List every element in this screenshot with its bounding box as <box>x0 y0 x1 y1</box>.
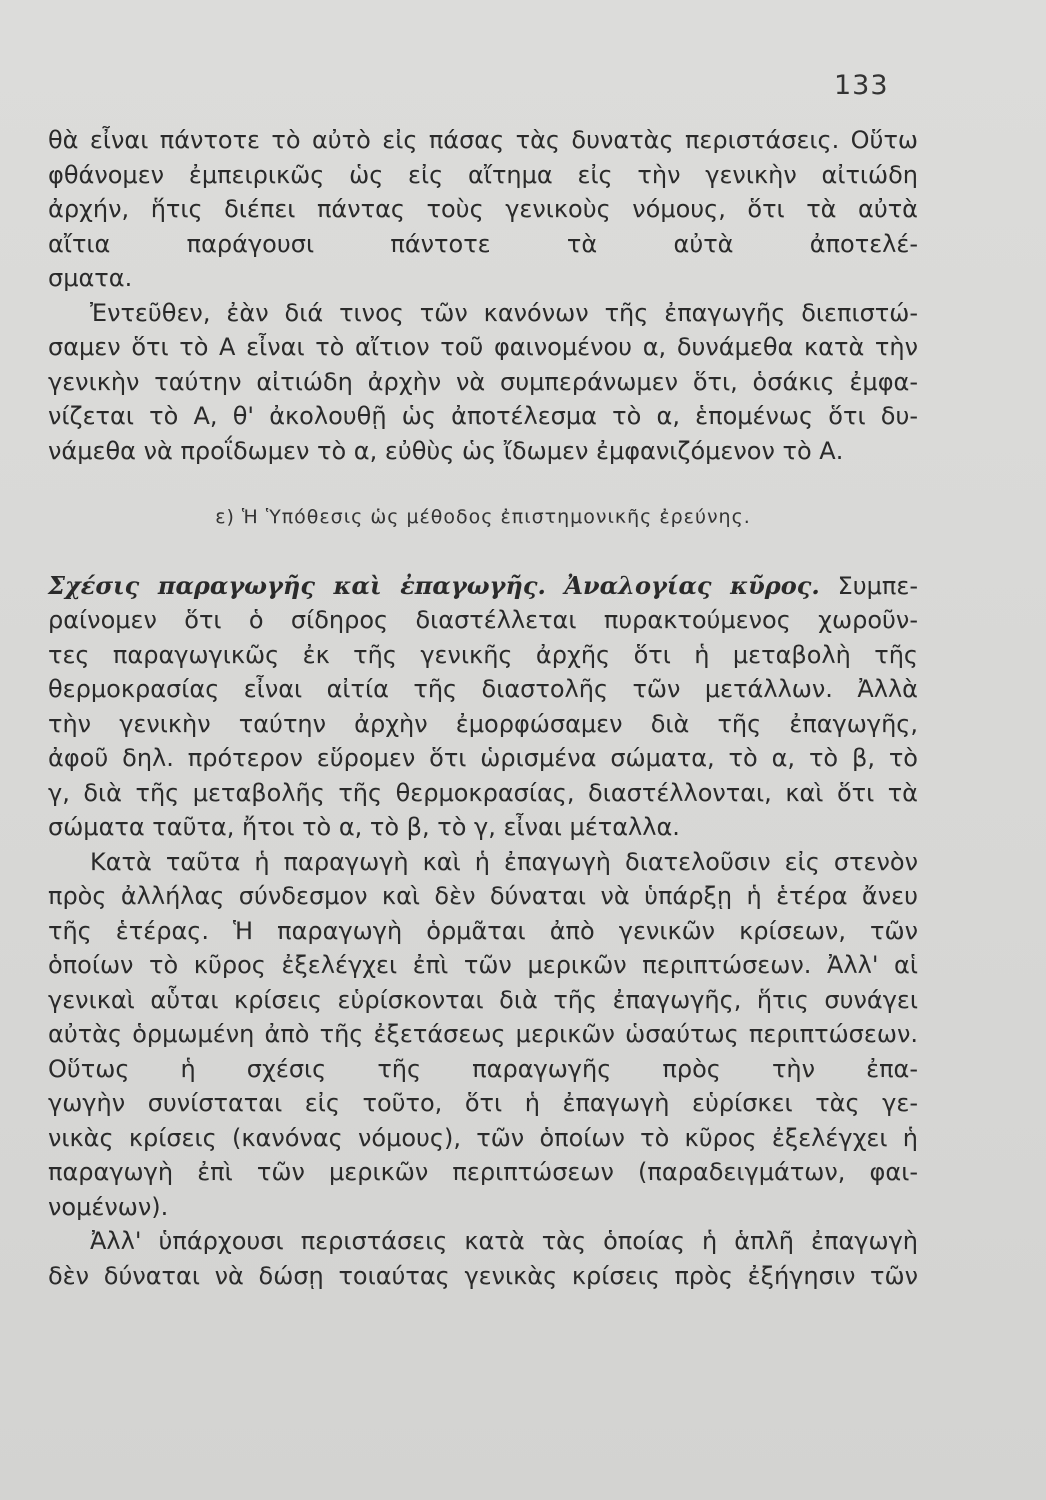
text-line: νικὰς κρίσεις (κανόνας νόμους), τῶν ὁποίων τὸ κῦρος ἐξελέγχει ἡ <box>48 1123 918 1152</box>
text-line: Ἐντεῦθεν, ἐὰν διά τινος τῶν κανόνων τῆς ἐπαγωγῆς διεπιστώ- <box>90 298 918 327</box>
text-line: ραίνομεν ὅτι ὁ σίδηρος διαστέλλεται πυρακτούμενος χωροῦν- <box>48 606 918 634</box>
text-line: σαμεν ὅτι τὸ Α εἶναι τὸ αἴτιον τοῦ φαινομένου α, δυνάμεθα κατὰ τὴν <box>48 333 918 361</box>
text-line: νάμεθα νὰ προΐδωμεν τὸ α, εὐθὺς ὡς ἴδωμεν ἐμφανιζόμενον τὸ Α. <box>48 436 844 465</box>
text-line: γωγὴν συνίσταται εἰς τοῦτο, ὅτι ἡ ἐπαγωγὴ εὑρίσκει τὰς γε- <box>48 1089 918 1117</box>
text-line: Ἀλλ' ὑπάρχουσι περιστάσεις κατὰ τὰς ὁποίας ἡ ἁπλῆ ἐπαγωγὴ <box>90 1227 918 1255</box>
text-line: νίζεται τὸ Α, θ' ἀκολουθῇ ὡς ἀποτέλεσμα τὸ α, ἑπομένως ὅτι δυ- <box>48 402 918 430</box>
text-line: σώματα ταῦτα, ἤτοι τὸ α, τὸ β, τὸ γ, εἶναι μέταλλα. <box>48 813 680 841</box>
text-line: θὰ εἶναι πάντοτε τὸ αὐτὸ εἰς πάσας τὰς δυνατὰς περιστάσεις. Οὕτω <box>48 126 918 154</box>
text-line: τες παραγωγικῶς ἐκ τῆς γενικῆς ἀρχῆς ὅτι ἡ μεταβολὴ τῆς <box>48 640 918 669</box>
text-line: γενικὴν ταύτην αἰτιώδη ἀρχὴν νὰ συμπεράνωμεν ὅτι, ὁσάκις ἐμφα- <box>48 367 918 396</box>
text-line: αἴτια παράγουσι πάντοτε τὰ αὐτὰ ἀποτελέ- <box>48 229 918 258</box>
text-line: σματα. <box>48 264 133 292</box>
text-line: παραγωγὴ ἐπὶ τῶν μερικῶν περιπτώσεων (παραδειγμάτων, φαι- <box>48 1158 918 1186</box>
text-line: τῆς ἑτέρας. Ἡ παραγωγὴ ὁρμᾶται ἀπὸ γενικῶν κρίσεων, τῶν <box>48 916 918 945</box>
section-heading: ε) Ἡ Ὑπόθεσις ὡς μέθοδος ἐπιστημονικῆς ἐρεύνης. <box>215 506 751 528</box>
text-line <box>48 569 918 604</box>
text-line: νομένων). <box>48 1192 169 1221</box>
page-number: 133 <box>834 70 889 101</box>
text-line: αὐτὰς ὁρμωμένη ἀπὸ τῆς ἐξετάσεως μερικῶν ὡσαύτως περιπτώσεων. <box>48 1020 918 1048</box>
text-line: πρὸς ἀλλήλας σύνδεσμον καὶ δὲν δύναται νὰ ὑπάρξῃ ἡ ἑτέρα ἄνευ <box>48 882 918 910</box>
text-line: Οὕτως ἡ σχέσις τῆς παραγωγῆς πρὸς τὴν ἐπα- <box>48 1054 918 1083</box>
text-line: ἀφοῦ δηλ. πρότερον εὕρομεν ὅτι ὡρισμένα σώματα, τὸ α, τὸ β, τὸ <box>48 744 918 772</box>
body-text <box>48 123 918 1293</box>
text-line: τὴν γενικὴν ταύτην ἀρχὴν ἐμορφώσαμεν διὰ τῆς ἐπαγωγῆς, <box>48 709 918 738</box>
text-line: δὲν δύναται νὰ δώσῃ τοιαύτας γενικὰς κρίσεις πρὸς ἐξήγησιν τῶν <box>48 1261 918 1290</box>
paragraph-title: Σχέσις παραγωγῆς καὶ ἐπαγωγῆς. Ἀναλογίας κῦρος. <box>48 570 820 600</box>
text-line: θερμοκρασίας εἶναι αἰτία τῆς διαστολῆς τῶν μετάλλων. Ἀλλὰ <box>48 675 918 703</box>
text-line: φθάνομεν ἐμπειρικῶς ὡς εἰς αἴτημα εἰς τὴν γενικὴν αἰτιώδη <box>48 160 918 189</box>
text-line: Κατὰ ταῦτα ἡ παραγωγὴ καὶ ἡ ἐπαγωγὴ διατελοῦσιν εἰς στενὸν <box>90 847 918 876</box>
paragraph-title-continuation: Συμπε- <box>819 571 918 600</box>
text-line: γ, διὰ τῆς μεταβολῆς τῆς θερμοκρασίας, διαστέλλονται, καὶ ὅτι τὰ <box>48 778 918 807</box>
text-line: ὁποίων τὸ κῦρος ἐξελέγχει ἐπὶ τῶν μερικῶν περιπτώσεων. Ἀλλ' αἱ <box>48 951 918 979</box>
text-line: ἀρχήν, ἥτις διέπει πάντας τοὺς γενικοὺς νόμους, ὅτι τὰ αὐτὰ <box>48 195 918 223</box>
text-line: γενικαὶ αὗται κρίσεις εὑρίσκονται διὰ τῆς ἐπαγωγῆς, ἥτις συνάγει <box>48 985 918 1014</box>
